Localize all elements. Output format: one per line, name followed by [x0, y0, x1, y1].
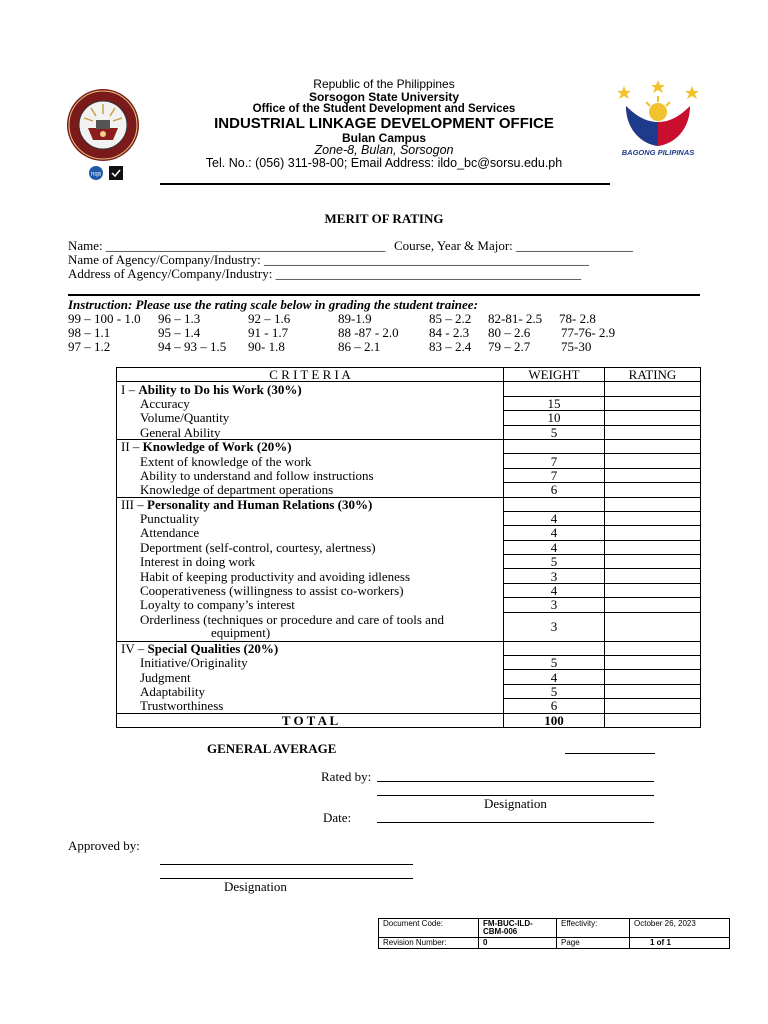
approved-by-label: Approved by:: [68, 838, 140, 853]
rating-cell[interactable]: [605, 439, 701, 453]
scale-item: 84 - 2.3: [429, 325, 470, 340]
scale-item: 82-81- 2.5: [488, 311, 543, 326]
rating-cell[interactable]: [605, 583, 701, 597]
table-row: [117, 569, 701, 583]
table-row: [117, 656, 701, 670]
rating-cell[interactable]: [605, 656, 701, 670]
weight-cell: 15: [504, 396, 605, 410]
general-average-line[interactable]: [565, 753, 655, 754]
scale-item: 80 – 2.6: [488, 325, 531, 340]
criterion-label: Extent of knowledge of the work: [117, 454, 504, 468]
rating-cell[interactable]: [605, 396, 701, 410]
rating-cell[interactable]: [605, 670, 701, 684]
instruction-rule: [68, 294, 700, 296]
approved-designation: Designation: [224, 879, 287, 894]
weight-cell: 6: [504, 483, 605, 497]
approved-by-line[interactable]: [160, 864, 413, 865]
section-title: I – Ability to Do his Work (30%): [117, 382, 504, 396]
bagong-pilipinas-text: BAGONG PILIPINAS: [621, 148, 695, 157]
scale-item: 78- 2.8: [559, 311, 596, 326]
weight-header: WEIGHT: [504, 368, 605, 382]
scale-item: 86 – 2.1: [338, 339, 381, 354]
scale-item: 79 – 2.7: [488, 339, 531, 354]
doc-page-value: 1 of 1: [630, 938, 730, 949]
rated-by-designation: Designation: [484, 796, 547, 811]
scale-item: 77-76- 2.9: [561, 325, 616, 340]
section-title: IV – Special Qualities (20%): [117, 641, 504, 655]
table-header-row: [117, 368, 701, 382]
rating-cell[interactable]: [605, 497, 701, 511]
doc-page-label: Page: [557, 938, 630, 949]
criterion-label: Knowledge of department operations: [117, 483, 504, 497]
table-row: [117, 540, 701, 554]
total-row: [117, 713, 701, 727]
criterion-label: Interest in doing work: [117, 555, 504, 569]
scale-item: 89-1.9: [338, 311, 372, 326]
total-label: T O T A L: [117, 713, 504, 727]
doc-revision-value: 0: [479, 938, 557, 949]
weight-cell: 5: [504, 656, 605, 670]
general-average-label: GENERAL AVERAGE: [207, 741, 337, 756]
rated-by-line[interactable]: [377, 781, 654, 782]
criterion-label: Judgment: [117, 670, 504, 684]
weight-cell: [504, 641, 605, 655]
table-row: [117, 454, 701, 468]
weight-cell: 5: [504, 555, 605, 569]
section-row: [117, 497, 701, 511]
rating-cell[interactable]: [605, 569, 701, 583]
table-row: [117, 699, 701, 713]
section-row: [117, 382, 701, 396]
scale-item: 83 – 2.4: [429, 339, 472, 354]
date-label: Date:: [323, 810, 352, 825]
weight-cell: 4: [504, 511, 605, 525]
criterion-label: General Ability: [117, 425, 504, 439]
rating-cell[interactable]: [605, 382, 701, 396]
weight-cell: 6: [504, 699, 605, 713]
scale-item: 94 – 93 – 1.5: [158, 339, 227, 354]
page-title: MERIT OF RATING: [324, 211, 444, 226]
section-row: [117, 439, 701, 453]
weight-cell: 3: [504, 569, 605, 583]
table-row: [117, 425, 701, 439]
doc-revision-label: Revision Number:: [379, 938, 479, 949]
rated-by-label: Rated by:: [321, 769, 372, 784]
weight-cell: 4: [504, 526, 605, 540]
criteria-header: C R I T E R I A: [117, 368, 504, 382]
criterion-label: Cooperativeness (willingness to assist co-workers): [117, 583, 504, 597]
table-row: [117, 396, 701, 410]
scale-item: 96 – 1.3: [158, 311, 201, 326]
criterion-label: Adaptability: [117, 684, 504, 698]
header-campus: Bulan Campus: [341, 131, 426, 145]
rating-cell[interactable]: [605, 411, 701, 425]
criteria-table: [116, 367, 701, 728]
weight-cell: 3: [504, 612, 605, 641]
rating-cell[interactable]: [605, 540, 701, 554]
rating-cell[interactable]: [605, 684, 701, 698]
instruction-text: Instruction: Please use the rating scale below in grading the student trainee:: [68, 297, 478, 312]
table-row: [117, 684, 701, 698]
rating-cell[interactable]: [605, 511, 701, 525]
criterion-label: Ability to understand and follow instructions: [117, 468, 504, 482]
table-row: [117, 511, 701, 525]
scale-item: 90- 1.8: [248, 339, 285, 354]
date-line[interactable]: [377, 822, 654, 823]
section-title: III – Personality and Human Relations (30%): [117, 497, 504, 511]
scale-item: 75-30: [561, 339, 592, 354]
criterion-label: Initiative/Originality: [117, 656, 504, 670]
weight-cell: 5: [504, 684, 605, 698]
scale-item: 88 -87 - 2.0: [338, 325, 399, 340]
rating-cell[interactable]: [605, 425, 701, 439]
table-row: [117, 670, 701, 684]
doc-code-label: Document Code:: [379, 919, 479, 938]
section-row: [117, 641, 701, 655]
criterion-label: Deportment (self-control, courtesy, alertness): [117, 540, 504, 554]
doc-effectivity-label: Effectivity:: [557, 919, 630, 938]
table-row: [117, 612, 701, 641]
scale-item: 91 - 1.7: [248, 325, 289, 340]
header-zone: Zone-8, Bulan, Sorsogon: [314, 143, 454, 157]
weight-cell: 7: [504, 454, 605, 468]
rating-cell[interactable]: [605, 555, 701, 569]
criterion-label: Orderliness (techniques or procedure and care of tools and equipment): [117, 612, 504, 641]
rating-cell[interactable]: [605, 468, 701, 482]
header-rule: [160, 183, 610, 185]
criterion-label: Accuracy: [117, 396, 504, 410]
weight-cell: 3: [504, 598, 605, 612]
table-row: [117, 583, 701, 597]
course-field[interactable]: Course, Year & Major: __________________: [394, 238, 634, 253]
rating-cell[interactable]: [605, 454, 701, 468]
header-ildo: INDUSTRIAL LINKAGE DEVELOPMENT OFFICE: [214, 115, 554, 132]
address-field[interactable]: Address of Agency/Company/Industry: _______________________________________________: [68, 266, 582, 281]
rating-cell[interactable]: [605, 699, 701, 713]
cert-text: nqa: [90, 171, 102, 178]
rating-cell[interactable]: [605, 641, 701, 655]
table-row: [117, 411, 701, 425]
table-row: [117, 483, 701, 497]
weight-cell: 5: [504, 425, 605, 439]
weight-cell: 4: [504, 670, 605, 684]
criterion-label: Attendance: [117, 526, 504, 540]
weight-cell: 4: [504, 583, 605, 597]
rating-cell[interactable]: [605, 483, 701, 497]
weight-cell: [504, 382, 605, 396]
weight-cell: 7: [504, 468, 605, 482]
criterion-label: Habit of keeping productivity and avoiding idleness: [117, 569, 504, 583]
criterion-label: Trustworthiness: [117, 699, 504, 713]
scale-item: 95 – 1.4: [158, 325, 201, 340]
rating-cell[interactable]: [605, 598, 701, 612]
criterion-label: Punctuality: [117, 511, 504, 525]
header-contact: Tel. No.: (056) 311-98-00; Email Address: ildo_bc@sorsu.edu.ph: [205, 156, 563, 170]
header-republic: Republic of the Philippines: [313, 77, 455, 91]
table-row: [117, 598, 701, 612]
header-office: Office of the Student Development and Services: [252, 103, 516, 115]
weight-cell: [504, 497, 605, 511]
criterion-label: Volume/Quantity: [117, 411, 504, 425]
total-rating-cell[interactable]: [605, 713, 701, 727]
scale-item: 99 – 100 - 1.0: [68, 311, 141, 326]
rating-header: RATING: [605, 368, 701, 382]
doc-code-value: FM-BUC-ILD-CBM-006: [479, 919, 557, 938]
section-title: II – Knowledge of Work (20%): [117, 439, 504, 453]
doc-effectivity-value: October 26, 2023: [630, 919, 730, 938]
header-university: Sorsogon State University: [308, 90, 460, 104]
weight-cell: 10: [504, 411, 605, 425]
table-row: [117, 555, 701, 569]
agency-field[interactable]: Name of Agency/Company/Industry: __________________________________________________: [68, 252, 590, 267]
scale-item: 97 – 1.2: [68, 339, 111, 354]
criterion-label: Loyalty to company’s interest: [117, 598, 504, 612]
rating-cell[interactable]: [605, 526, 701, 540]
scale-item: 92 – 1.6: [248, 311, 291, 326]
scale-item: 85 – 2.2: [429, 311, 472, 326]
rating-cell[interactable]: [605, 612, 701, 641]
weight-cell: 4: [504, 540, 605, 554]
total-weight: 100: [504, 713, 605, 727]
scale-item: 98 – 1.1: [68, 325, 111, 340]
table-row: [117, 468, 701, 482]
document-info-table: [378, 918, 730, 949]
weight-cell: [504, 439, 605, 453]
name-field[interactable]: Name: ___________________________________________: [68, 238, 386, 253]
table-row: [117, 526, 701, 540]
